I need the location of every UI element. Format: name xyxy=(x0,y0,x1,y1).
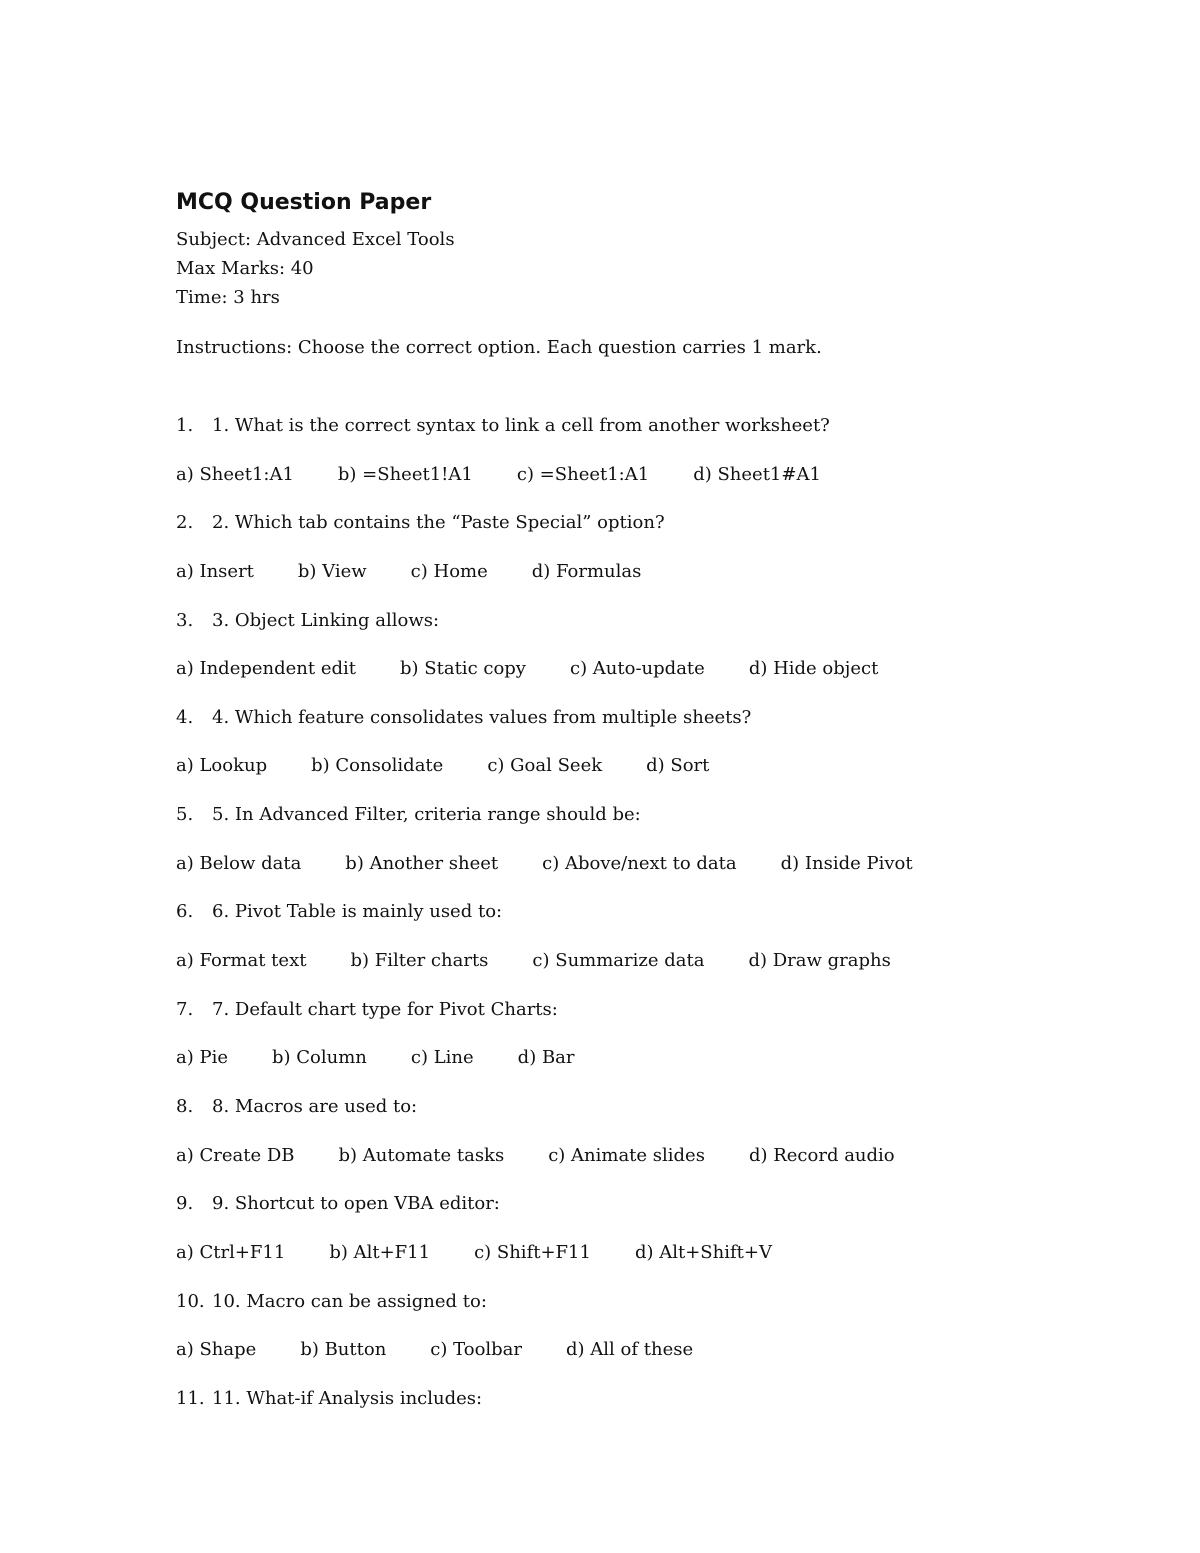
option-c: c) Summarize data xyxy=(532,950,705,972)
question-text xyxy=(176,1094,1136,1143)
question-text xyxy=(176,997,1136,1046)
question-number: 2. xyxy=(176,512,194,534)
question-number: 4. xyxy=(176,706,194,728)
option-row xyxy=(176,1143,1136,1192)
option-c: c) Home xyxy=(410,560,488,582)
option-row xyxy=(176,851,1136,900)
option-row xyxy=(176,1045,1136,1094)
option-b: b) Automate tasks xyxy=(338,1144,505,1166)
option-b: b) Alt+F11 xyxy=(329,1241,431,1263)
question-stem: 10. Macro can be assigned to: xyxy=(212,1290,487,1312)
question-stem: 4. Which feature consolidates values from multiple sheets? xyxy=(212,706,752,728)
option-c: c) Line xyxy=(410,1047,474,1069)
question-number: 11. xyxy=(176,1387,205,1409)
question-stem: 5. In Advanced Filter, criteria range should be: xyxy=(212,804,641,826)
option-d: d) Bar xyxy=(517,1047,575,1069)
option-a: a) Pie xyxy=(176,1047,228,1069)
question-text xyxy=(176,413,1136,462)
option-c: c) =Sheet1:A1 xyxy=(516,463,650,485)
option-b: b) =Sheet1!A1 xyxy=(337,463,473,485)
question-number: 1. xyxy=(176,415,194,436)
option-row xyxy=(176,1337,1136,1386)
question-item xyxy=(176,510,1136,607)
question-number: 10. xyxy=(176,1290,205,1312)
option-a: a) Ctrl+F11 xyxy=(176,1241,286,1263)
option-a: a) Sheet1:A1 xyxy=(176,463,294,485)
option-c: c) Shift+F11 xyxy=(474,1241,591,1263)
option-row xyxy=(176,559,1136,608)
question-item xyxy=(176,608,1136,705)
question-text xyxy=(176,1386,1136,1435)
question-item xyxy=(176,802,1136,899)
page-title: MCQ Question Paper xyxy=(176,190,432,215)
option-row xyxy=(176,948,1136,997)
question-item xyxy=(176,997,1136,1094)
option-d: d) Sort xyxy=(646,755,710,777)
question-text xyxy=(176,802,1136,851)
option-b: b) Column xyxy=(272,1047,367,1069)
instructions-line: Instructions: Choose the correct option. Each question carries 1 mark. xyxy=(176,337,822,358)
question-stem: 11. What-if Analysis includes: xyxy=(212,1387,483,1409)
question-item xyxy=(176,1191,1136,1288)
question-stem: 9. Shortcut to open VBA editor: xyxy=(212,1193,500,1215)
question-stem: 8. Macros are used to: xyxy=(212,1096,418,1118)
question-text xyxy=(176,510,1136,559)
option-d: d) Hide object xyxy=(748,658,879,680)
question-item xyxy=(176,899,1136,996)
question-list xyxy=(176,413,1136,1483)
option-c: c) Toolbar xyxy=(430,1339,523,1361)
time-line: Time: 3 hrs xyxy=(176,287,280,308)
option-row xyxy=(176,753,1136,802)
option-a: a) Shape xyxy=(176,1339,257,1361)
option-d: d) All of these xyxy=(566,1339,694,1361)
option-a: a) Lookup xyxy=(176,755,268,777)
question-item xyxy=(176,1289,1136,1386)
max-marks-line: Max Marks: 40 xyxy=(176,258,314,279)
question-stem: 3. Object Linking allows: xyxy=(212,609,440,631)
option-a: a) Below data xyxy=(176,852,302,874)
option-d: d) Draw graphs xyxy=(748,950,891,972)
question-text xyxy=(176,608,1136,657)
question-stem: 2. Which tab contains the “Paste Special” option? xyxy=(212,512,665,534)
option-a: a) Format text xyxy=(176,950,307,972)
question-stem: 7. Default chart type for Pivot Charts: xyxy=(212,998,558,1020)
option-a: a) Independent edit xyxy=(176,658,357,680)
question-number: 6. xyxy=(176,901,194,923)
question-stem: 1. What is the correct syntax to link a cell from another worksheet? xyxy=(212,415,830,436)
subject-line: Subject: Advanced Excel Tools xyxy=(176,229,455,250)
option-d: d) Formulas xyxy=(531,560,642,582)
question-stem: 6. Pivot Table is mainly used to: xyxy=(212,901,503,923)
question-item xyxy=(176,705,1136,802)
question-item xyxy=(176,413,1136,510)
question-item xyxy=(176,1386,1136,1483)
question-number: 8. xyxy=(176,1096,194,1118)
option-b: b) Another sheet xyxy=(345,852,499,874)
option-c: c) Goal Seek xyxy=(487,755,603,777)
option-c: c) Animate slides xyxy=(548,1144,705,1166)
option-d: d) Alt+Shift+V xyxy=(634,1241,772,1263)
option-d: d) Record audio xyxy=(748,1144,895,1166)
question-text xyxy=(176,1191,1136,1240)
option-b: b) View xyxy=(297,560,367,582)
question-number: 7. xyxy=(176,998,194,1020)
option-b: b) Consolidate xyxy=(311,755,444,777)
option-b: b) Static copy xyxy=(400,658,526,680)
option-a: a) Insert xyxy=(176,560,254,582)
option-b: b) Filter charts xyxy=(350,950,489,972)
question-number: 9. xyxy=(176,1193,194,1215)
option-b: b) Button xyxy=(300,1339,387,1361)
question-number: 3. xyxy=(176,609,194,631)
option-row xyxy=(176,1240,1136,1289)
option-c: c) Auto-update xyxy=(569,658,705,680)
question-text xyxy=(176,899,1136,948)
question-text xyxy=(176,705,1136,754)
question-text xyxy=(176,1289,1136,1338)
option-row xyxy=(176,462,1136,511)
option-row xyxy=(176,656,1136,705)
option-d: d) Inside Pivot xyxy=(780,852,913,874)
option-c: c) Above/next to data xyxy=(542,852,737,874)
question-number: 5. xyxy=(176,804,194,826)
option-d: d) Sheet1#A1 xyxy=(693,463,821,485)
option-a: a) Create DB xyxy=(176,1144,295,1166)
question-item xyxy=(176,1094,1136,1191)
